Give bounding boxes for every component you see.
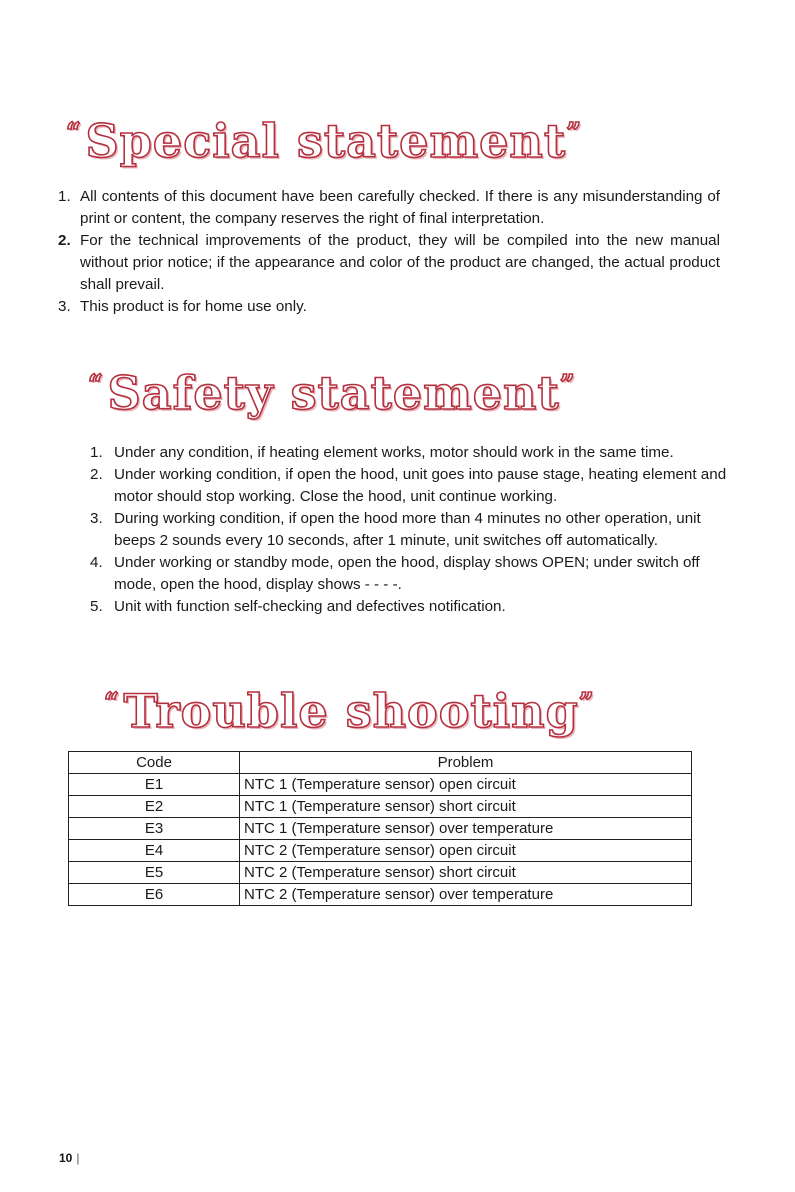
- table-header-row: [69, 752, 692, 774]
- table-row: [69, 840, 692, 862]
- trouble-shooting-heading: [104, 684, 592, 738]
- open-quote: “: [66, 118, 79, 148]
- item-text: For the technical improvements of the product, they will be compiled into the new manual without prior notice; if the appearance and color of the product are changed, the actual product shall prevail.: [80, 232, 720, 293]
- open-quote: “: [104, 688, 117, 718]
- item-text: Under any condition, if heating element works, motor should work in the same time.: [114, 444, 674, 461]
- problem-cell: NTC 1 (Temperature sensor) open circuit: [240, 774, 692, 796]
- item-text: Unit with function self-checking and defectives notification.: [114, 598, 506, 615]
- item-text: Under working or standby mode, open the hood, display shows OPEN; under switch off mode, open the hood, display shows - - - -.: [114, 554, 700, 593]
- heading-text: Safety statement: [107, 366, 560, 420]
- error-code-cell: E4: [69, 840, 240, 862]
- item-text: All contents of this document have been carefully checked. If there is any misunderstanding of print or content, the company reserves the right of final interpretation.: [80, 188, 720, 227]
- list-item: [90, 464, 730, 508]
- item-number: 3.: [90, 510, 103, 527]
- problem-cell: NTC 1 (Temperature sensor) over temperature: [240, 818, 692, 840]
- item-number: 2.: [90, 466, 103, 483]
- table-row: [69, 884, 692, 906]
- footer-separator: |: [76, 1151, 80, 1165]
- list-item: [58, 230, 720, 296]
- safety-statement-list: [90, 442, 730, 618]
- close-quote: ”: [566, 118, 580, 148]
- list-item: [58, 296, 720, 318]
- table-row: [69, 796, 692, 818]
- item-number: 1.: [58, 188, 71, 205]
- open-quote: “: [88, 370, 101, 400]
- special-statement-heading: [66, 114, 580, 168]
- safety-statement-heading: [88, 366, 573, 420]
- list-item: [58, 186, 720, 230]
- page-number: 10: [59, 1151, 73, 1165]
- table-row: [69, 818, 692, 840]
- item-number: 5.: [90, 598, 103, 615]
- special-statement-list: [58, 186, 720, 318]
- heading-text: Trouble shooting: [123, 684, 579, 738]
- problem-cell: NTC 2 (Temperature sensor) short circuit: [240, 862, 692, 884]
- error-code-cell: E2: [69, 796, 240, 818]
- item-number: 2.: [58, 232, 71, 249]
- list-item: [90, 442, 730, 464]
- page-footer: [59, 1151, 79, 1165]
- list-item: [90, 508, 730, 552]
- problem-cell: NTC 2 (Temperature sensor) open circuit: [240, 840, 692, 862]
- list-item: [90, 596, 730, 618]
- item-text: This product is for home use only.: [80, 298, 307, 315]
- heading-text: Special statement: [85, 114, 567, 168]
- column-header-code: Code: [69, 752, 240, 774]
- error-code-cell: E3: [69, 818, 240, 840]
- problem-cell: NTC 1 (Temperature sensor) short circuit: [240, 796, 692, 818]
- trouble-shooting-table: [68, 751, 692, 906]
- problem-cell: NTC 2 (Temperature sensor) over temperature: [240, 884, 692, 906]
- error-code-cell: E1: [69, 774, 240, 796]
- table-row: [69, 774, 692, 796]
- item-text: During working condition, if open the hood more than 4 minutes no other operation, unit beeps 2 sounds every 10 seconds, after 1 minute, unit switches off automatically.: [114, 510, 701, 549]
- error-code-cell: E5: [69, 862, 240, 884]
- item-number: 1.: [90, 444, 103, 461]
- list-item: [90, 552, 730, 596]
- table-row: [69, 862, 692, 884]
- item-number: 3.: [58, 298, 71, 315]
- close-quote: ”: [578, 688, 592, 718]
- column-header-problem: Problem: [240, 752, 692, 774]
- close-quote: ”: [559, 370, 573, 400]
- item-text: Under working condition, if open the hood, unit goes into pause stage, heating element and motor should stop working. Close the hood, unit continue working.: [114, 466, 727, 505]
- item-number: 4.: [90, 554, 103, 571]
- error-code-cell: E6: [69, 884, 240, 906]
